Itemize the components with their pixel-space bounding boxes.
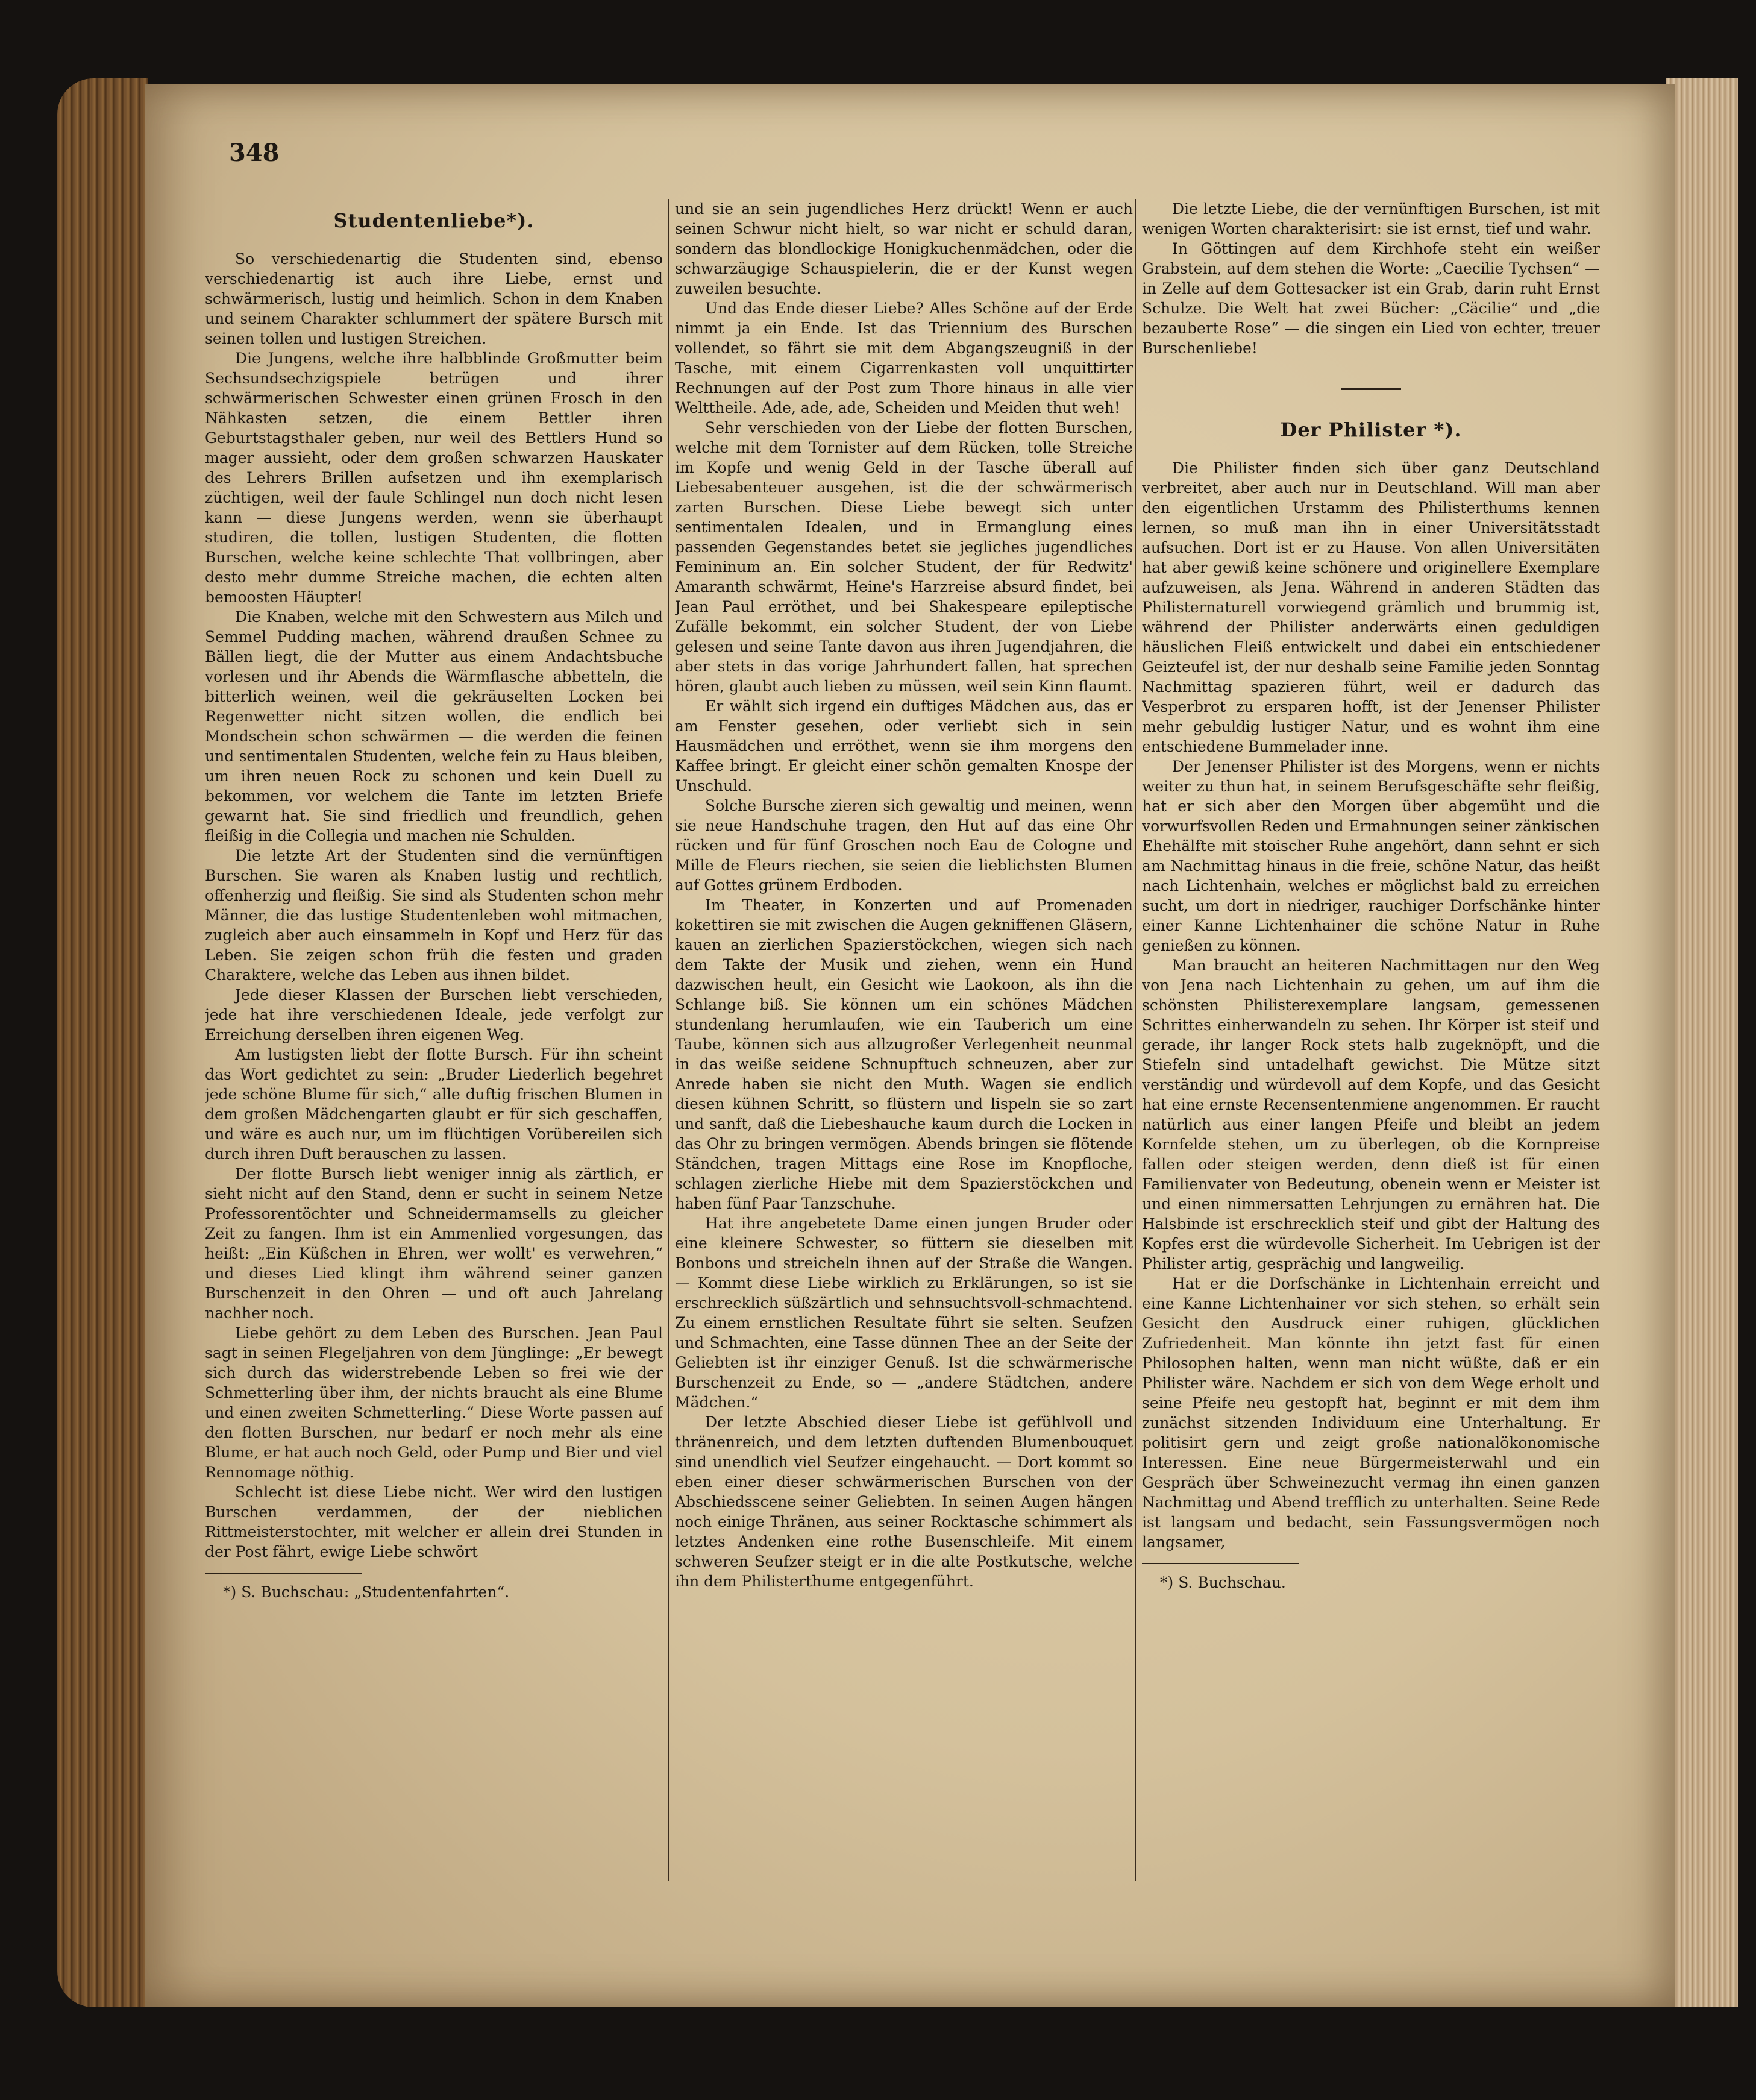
- column-1: [205, 199, 663, 1965]
- paragraph: Die letzte Liebe, die der vernünftigen Burschen, ist mit wenigen Worten charakterisirt: sie ist ernst, tief und wahr.: [1142, 200, 1600, 237]
- paragraph: Und das Ende dieser Liebe? Alles Schöne auf der Erde nimmt ja ein Ende. Ist das Triennium des Burschen vollendet, so fährt sie mit dem Abgangszeugniß in der Tasche, mit einem Cigarrenkasten voll unquittirter Rechnungen auf der Post zum Thore hinaus in alle vier Welttheile. Ade, ade, ade, Scheiden und Meiden thut weh!: [675, 300, 1133, 417]
- page-number: 348: [229, 139, 280, 167]
- paragraph: In Göttingen auf dem Kirchhofe steht ein weißer Grabstein, auf dem stehen die Worte: „Caecilie Tychsen“ — in Zelle auf dem Gottesacker ist ein Grab, darin ruht Ernst Schulze. Die Welt hat zwei Bücher: „Cäcilie“ und „die bezauberte Rose“ — die singen ein Lied von echter, treuer Burschenliebe!: [1142, 240, 1600, 357]
- article-title: Studentenliebe*).: [333, 209, 535, 232]
- book-edge-left: [57, 78, 148, 2007]
- paragraph: Hat er die Dorfschänke in Lichtenhain erreicht und eine Kanne Lichtenhainer vor sich stehen, so erhält sein Gesicht den Ausdruck einer ruhigen, glücklichen Zufriedenheit. Man könnte ihn jetzt fast für einen Philosophen halten, wenn man nicht wüßte, daß er ein Philister wäre. Nachdem er sich von dem Wege erholt und seine Pfeife neu gestopft hat, beginnt er mit dem ihm zunächst sitzenden Individuum eine Unterhaltung. Er politisirt gern und zeigt große nationalökonomische Interessen. Eine neue Bürgermeisterwahl und ein Gespräch über Schweinezucht vermag ihn einen ganzen Nachmittag und Abend trefflich zu unterhalten. Seine Rede ist langsam und bedacht, sein Fassungsvermögen noch langsamer,: [1142, 1275, 1600, 1551]
- column-divider: [1135, 199, 1136, 1881]
- paragraph: Jede dieser Klassen der Burschen liebt verschieden, jede hat ihre verschiedenen Ideale, jede verfolgt zur Erreichung derselben ihren eigenen Weg.: [205, 986, 663, 1043]
- paragraph: Hat ihre angebetete Dame einen jungen Bruder oder eine kleinere Schwester, so füttern sie dieselben mit Bonbons und streicheln ihnen auf der Straße die Wangen. — Kommt diese Liebe wirklich zu Erklärungen, so ist sie erschrecklich süßzärtlich und sehnsuchtsvoll-schmachtend. Zu einem ernstlichen Resultate führt sie selten. Seufzen und Schmachten, eine Tasse dünnen Thee an der Seite der Geliebten ist ihr einziger Genuß. Ist die schwärmerische Burschenzeit zu Ende, so — „andere Städtchen, andere Mädchen.“: [675, 1215, 1133, 1411]
- paragraph: Die Knaben, welche mit den Schwestern aus Milch und Semmel Pudding machen, während draußen Schnee zu Bällen liegt, die der Mutter aus einem Andachtsbuche vorlesen und ihr Abends die Wärmflasche abbetteln, die bitterlich weinen, weil die gekräuselten Locken bei Regenwetter nicht sitzen wollen, die endlich bei Mondschein schon schwärmen — die werden die feinen und sentimentalen Studenten, welche fein zu Haus bleiben, um ihren neuen Rock zu schonen und kein Duell zu bekommen, vor welchem die Tante im letzten Briefe gewarnt hat. Sie sind friedlich und freundlich, gehen fleißig in die Collegia und machen nie Schulden.: [205, 608, 663, 844]
- paragraph: Im Theater, in Konzerten und auf Promenaden kokettiren sie mit zwischen die Augen gekniffenen Gläsern, kauen an zierlichen Spazierstöckchen, wiegen sich nach dem Takte der Musik und ziehen, wenn ein Hund dazwischen heult, ein Gesicht wie Laokoon, als ihn die Schlange biß. Sie können um ein schönes Mädchen stundenlang herumlaufen, wie ein Tauberich um eine Taube, können sich aus allzugroßer Verlegenheit neunmal in das weiße seidene Schnupftuch schneuzen, aber zur Anrede haben sie nicht den Muth. Wagen sie endlich diesen kühnen Schritt, so flüstern und lispeln sie so zart und sanft, daß die Liebeshauche kaum durch die Locken in das Ohr zu bringen vermögen. Abends bringen sie flötende Ständchen, tragen Mittags eine Rose im Knopfloche, schlagen zierliche Hiebe mit dem Spazierstöckchen und haben fünf Paar Tanzschuhe.: [675, 896, 1133, 1212]
- paragraph: Sehr verschieden von der Liebe der flotten Burschen, welche mit dem Tornister auf dem Rücken, tolle Streiche im Kopfe und wenig Geld in der Tasche überall auf Liebesabenteuer ausgehen, ist die der schwärmerisch zarten Burschen. Diese Liebe bewegt sich unter sentimentalen Idealen, und in Ermanglung eines passenden Gegenstandes betet sie jegliches jugendliches Femininum an. Ein solcher Student, der für Redwitz' Amaranth schwärmt, Heine's Harzreise absurd findet, bei Jean Paul erröthet, und bei Shakespeare epileptische Zufälle bekommt, ein solcher Student, der von Liebe gelesen und seine Tante davon aus ihren Jugendjahren, die aber stets in das vorige Jahrhundert fallen, hat sprechen hören, glaubt auch lieben zu müssen, weil sein Kinn flaumt.: [675, 419, 1133, 695]
- paragraph: Die letzte Art der Studenten sind die vernünftigen Burschen. Sie waren als Knaben lustig und rechtlich, offenherzig und fleißig. Sie sind als Studenten schon mehr Männer, die das lustige Studentenleben wohl mitmachen, zugleich aber auch einsammeln in Kopf und Herz für das Leben. Sie zeigen schon früh die festen und graden Charaktere, welche das Leben aus ihnen bildet.: [205, 847, 663, 984]
- paragraph: Am lustigsten liebt der flotte Bursch. Für ihn scheint das Wort gedichtet zu sein: „Bruder Liederlich begehret jede schöne Blume für sich,“ alle duftig frischen Blumen in dem großen Mädchengarten glaubt er für sich geschaffen, und wäre es auch nur, um im flüchtigen Vorübereilen sich durch ihren Duft berauschen zu lassen.: [205, 1046, 663, 1163]
- paragraph: So verschiedenartig die Studenten sind, ebenso verschiedenartig ist auch ihre Liebe, ernst und schwärmerisch, lustig und heimlich. Schon in dem Knaben und seinem Charakter schlummert der spätere Bursch mit seinen tollen und lustigen Streichen.: [205, 250, 663, 347]
- paragraph: Liebe gehört zu dem Leben des Burschen. Jean Paul sagt in seinen Flegeljahren von dem Jünglinge: „Er bewegt sich durch das widerstrebende Leben so frei wie der Schmetterling über ihm, der nichts braucht als eine Blume und einen zweiten Schmetterling.“ Diese Worte passen auf den flotten Burschen, nur bedarf er noch mehr als eine Blume, er hat auch noch Geld, oder Pump und Bier und viel Rennomage nöthig.: [205, 1324, 663, 1481]
- section-divider: [1341, 388, 1401, 390]
- footnote: *) S. Buchschau: „Studentenfahrten“.: [223, 1583, 510, 1601]
- paragraph: und sie an sein jugendliches Herz drückt! Wenn er auch seinen Schwur nicht hielt, so war nicht er schuld daran, sondern das blondlockige Honigkuchenmädchen, oder die schwarzäugige Schauspielerin, die er der Kunst wegen zuweilen besuchte.: [675, 200, 1133, 297]
- paragraph: Die Philister finden sich über ganz Deutschland verbreitet, aber auch nur in Deutschland. Will man aber den eigentlichen Urstamm des Philisterthums kennen lernen, so muß man ihn in einer Universitätsstadt aufsuchen. Dort ist er zu Hause. Von allen Universitäten hat aber gewiß keine schönere und originellere Exemplare aufzuweisen, als Jena. Während in anderen Städten das Philisternaturell vorwiegend grämlich und brummig ist, während der Philister anderwärts einen geduldigen häuslichen Fleiß entwickelt und dabei ein entschiedener Geizteufel ist, der nur deshalb seine Familie jeden Sonntag Nachmittag spazieren führt, weil er dadurch das Vesperbrot zu ersparen hofft, ist der Jenenser Philister mehr gebuldig lustiger Natur, und es wohnt ihm eine entschiedene Bummelader inne.: [1142, 459, 1600, 755]
- paragraph: Er wählt sich irgend ein duftiges Mädchen aus, das er am Fenster gesehen, oder verliebt sich in sein Hausmädchen und erröthet, wenn sie ihm morgens den Kaffee bringt. Er gleicht einer schön gemalten Knospe der Unschuld.: [675, 697, 1133, 794]
- paragraph: Solche Bursche zieren sich gewaltig und meinen, wenn sie neue Handschuhe tragen, den Hut auf das eine Ohr rücken und für fünf Groschen noch Eau de Cologne und Mille de Fleurs riechen, sie seien die lieblichsten Blumen auf Gottes grünem Erdboden.: [675, 797, 1133, 894]
- book-page: [145, 84, 1675, 2007]
- paragraph: Der Jenenser Philister ist des Morgens, wenn er nichts weiter zu thun hat, in seinem Berufsgeschäfte sehr fleißig, hat er sich aber den Morgen über abgemüht und die vorwurfsvollen Reden und Ermahnungen seiner zänkischen Ehehälfte mit stoischer Ruhe angehört, dann sehnt er sich am Nachmittag hinaus in die freie, schöne Natur, das heißt nach Lichtenhain, welches er möglichst bald zu erreichen sucht, um dort in niedriger, rauchiger Dorfschänke hinter einer Kanne Lichtenhainer die schöne Natur in Ruhe genießen zu können.: [1142, 758, 1600, 954]
- column-3: [1142, 199, 1600, 1965]
- footnote-rule: [205, 1573, 362, 1574]
- column-2: [675, 199, 1133, 1965]
- paragraph: Der flotte Bursch liebt weniger innig als zärtlich, er sieht nicht auf den Stand, denn er sucht in seinem Netze Professorentöchter und Schneidermamsells zu gleicher Zeit zu fangen. Ihm ist ein Ammenlied vorgesungen, das heißt: „Ein Küßchen in Ehren, wer wollt' es verwehren,“ und dieses Lied klingt ihm während seiner ganzen Burschenzeit in den Ohren — und oft auch Jahrelang nachher noch.: [205, 1165, 663, 1322]
- column-divider: [668, 199, 669, 1881]
- paragraph: Man braucht an heiteren Nachmittagen nur den Weg von Jena nach Lichtenhain zu gehen, um auf ihm die schönsten Philisterexemplare langsam, gemessenen Schrittes einherwandeln zu sehen. Ihr Körper ist steif und gerade, ihr langer Rock stets halb zugeknöpft, und die Stiefeln sind untadelhaft gewichst. Die Mütze sitzt verständig und würdevoll auf dem Kopfe, und das Gesicht hat eine ernste Recensentenmiene angenommen. Er raucht natürlich aus einer langen Pfeife und bleibt an jedem Kornfelde stehen, um zu überlegen, ob die Kornpreise fallen oder steigen werden, denn dieß ist für einen Familienvater von Bedeutung, obenein wenn er Meister ist und einen nimmersatten Lehrjungen zu ernähren hat. Die Halsbinde ist erschrecklich steif und gibt der Haltung des Kopfes erst die würdevolle Sicherheit. Im Uebrigen ist der Philister artig, gesprächig und langweilig.: [1142, 957, 1600, 1272]
- paragraph: Der letzte Abschied dieser Liebe ist gefühlvoll und thränenreich, und dem letzten duftenden Blumenbouquet sind unendlich viel Seufzer eingehaucht. — Dort kommt so eben einer dieser schwärmerischen Burschen von der Abschiedsscene seiner Geliebten. In seinen Augen hängen noch einige Thränen, aus seiner Rocktasche schimmert als letztes Andenken eine rothe Busenschleife. Mit einem schweren Seufzer steigt er in die alte Postkutsche, welche ihn dem Philisterthume entgegenführt.: [675, 1413, 1133, 1590]
- paragraph: Die Jungens, welche ihre halbblinde Großmutter beim Sechsundsechzigspiele betrügen und ihrer schwärmerischen Schwester einen grünen Frosch in den Nähkasten setzen, die einem Bettler ihren Geburtstagsthaler geben, nur weil des Bettlers Hund so mager aussieht, oder dem großen schwarzen Hauskater des Lehrers Brillen aufsetzen und ihn exemplarisch züchtigen, weil der faule Schlingel nun doch nicht lesen kann — diese Jungens werden, wenn sie überhaupt studiren, die tollen, lustigen Studenten, die flotten Burschen, welche keine schlechte That vollbringen, aber desto mehr dumme Streiche machen, die echten alten bemoosten Häupter!: [205, 350, 663, 606]
- footnote-rule: [1142, 1563, 1299, 1564]
- article-title: Der Philister *).: [1280, 418, 1462, 441]
- footnote: *) S. Buchschau.: [1160, 1574, 1286, 1591]
- book-edge-right: [1666, 78, 1738, 2007]
- paragraph: Schlecht ist diese Liebe nicht. Wer wird den lustigen Burschen verdammen, der der nieblichen Rittmeisterstochter, mit welcher er allein drei Stunden in der Post fährt, ewige Liebe schwört: [205, 1483, 663, 1561]
